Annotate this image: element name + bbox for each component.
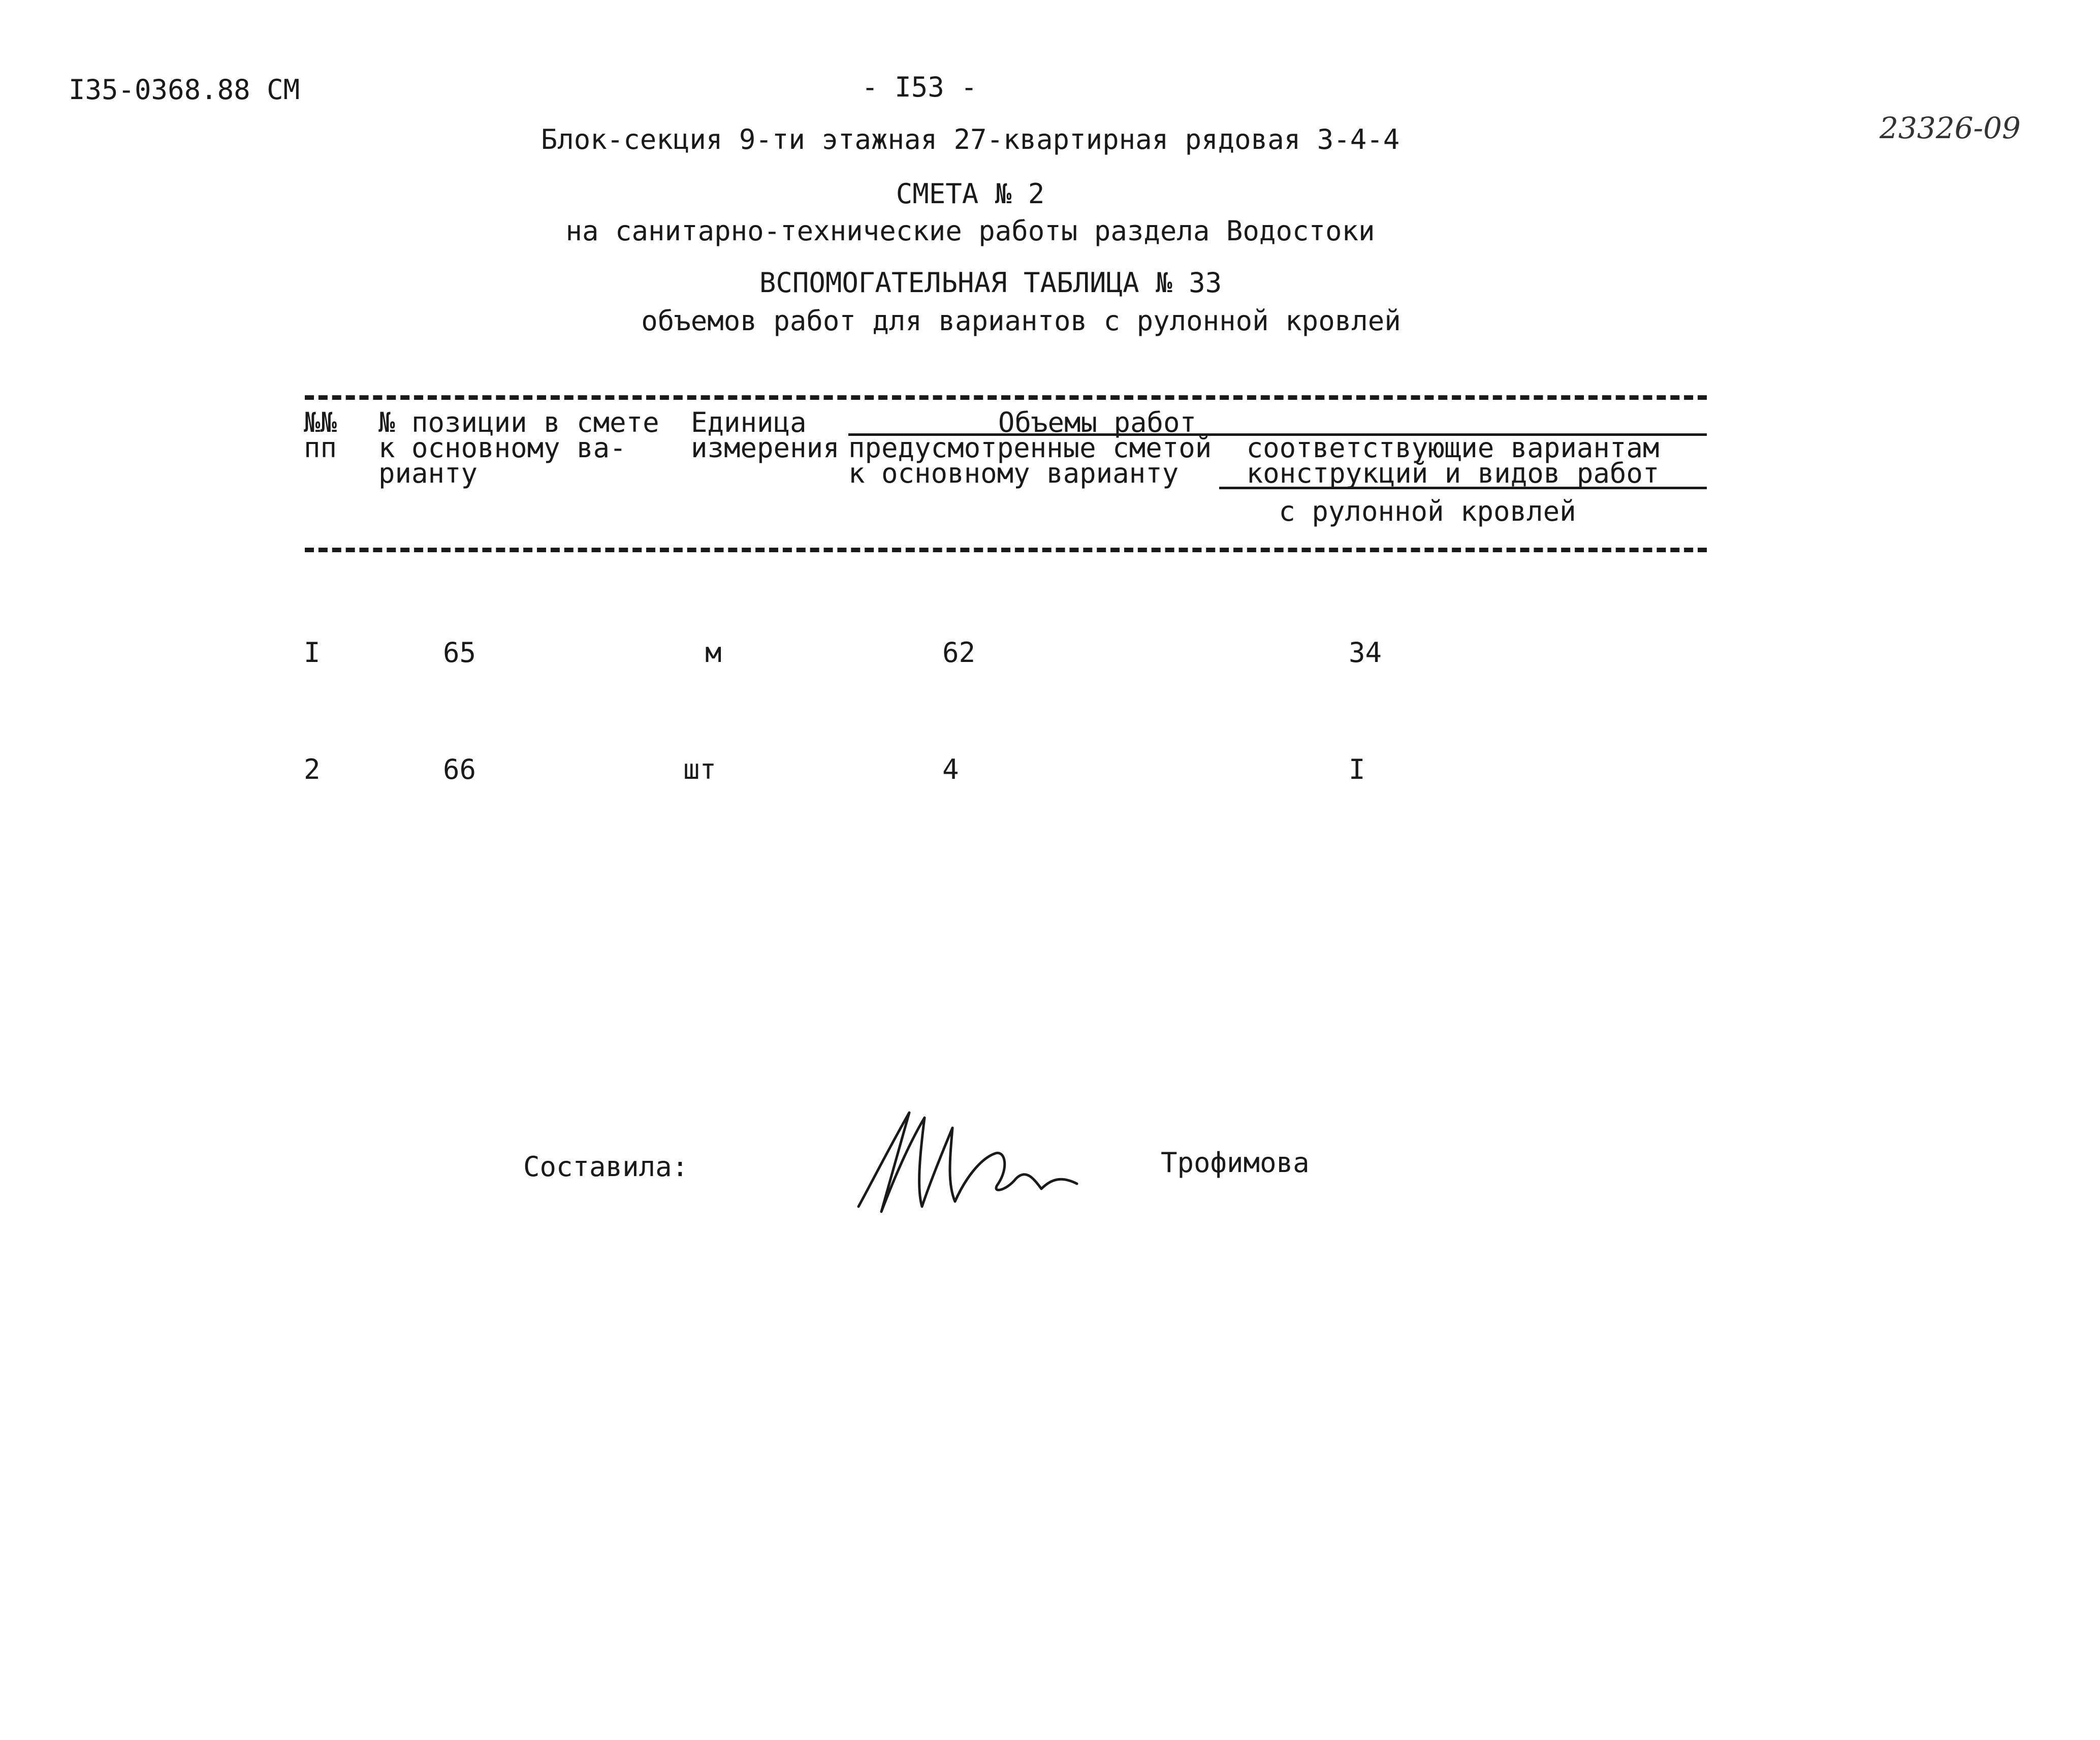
col-number-header-line2: пп — [304, 432, 337, 464]
title-aux-table-subject: объемов работ для вариантов с рулонной кровлей — [641, 305, 1401, 337]
row-variant-volume: 34 — [1349, 637, 1382, 669]
title-block-section: Блок-секция 9-ти этажная 27-квартирная рядовая 3-4-4 — [540, 123, 1400, 155]
row-variant-volume: I — [1349, 753, 1365, 785]
col-unit-header-line1: Единица — [691, 406, 807, 438]
col-number-header-line1: №№ — [304, 406, 337, 438]
document-code: I35-0368.88 СМ — [69, 74, 300, 106]
row-position: 66 — [443, 753, 476, 785]
table-top-rule — [305, 395, 1707, 400]
title-estimate-subject: на санитарно-технические работы раздела Водостоки — [565, 215, 1375, 247]
signature-image — [853, 1102, 1087, 1219]
archive-number: 23326-09 — [1880, 111, 2021, 145]
row-unit: шт — [683, 753, 717, 785]
row-base-volume: 4 — [942, 753, 959, 785]
col-base-header-line2: к основному варианту — [848, 457, 1179, 489]
col-position-header-line3: рианту — [378, 457, 478, 489]
row-position: 65 — [443, 637, 476, 669]
row-number: I — [304, 637, 321, 669]
row-number: 2 — [304, 753, 321, 785]
page-number: - I53 - — [862, 71, 977, 103]
col-position-header-line2: к основному ва- — [378, 432, 626, 464]
row-base-volume: 62 — [942, 637, 976, 669]
compiled-by-label: Составила: — [523, 1151, 689, 1183]
table-header-bottom-rule — [305, 548, 1707, 552]
col-position-header-line1: № позиции в смете — [378, 406, 659, 438]
row-unit: м — [705, 637, 722, 669]
col-variant-header-line2: конструкций и видов работ — [1246, 457, 1660, 489]
col-variant-subheader: с рулонной кровлей — [1279, 495, 1576, 527]
col-variant-header-line1: соответствующие вариантам — [1246, 432, 1660, 464]
col-base-header-line1: предусмотренные сметой — [848, 432, 1212, 464]
title-estimate: СМЕТА № 2 — [896, 178, 1045, 210]
compiled-by-name: Трофимова — [1161, 1147, 1310, 1179]
col-unit-header-line2: измерения — [691, 432, 840, 464]
col-variant-header-rule — [1219, 487, 1707, 489]
group-header-volumes: Объемы работ — [998, 406, 1197, 438]
title-aux-table: ВСПОМОГАТЕЛЬНАЯ ТАБЛИЦА № 33 — [759, 267, 1222, 299]
